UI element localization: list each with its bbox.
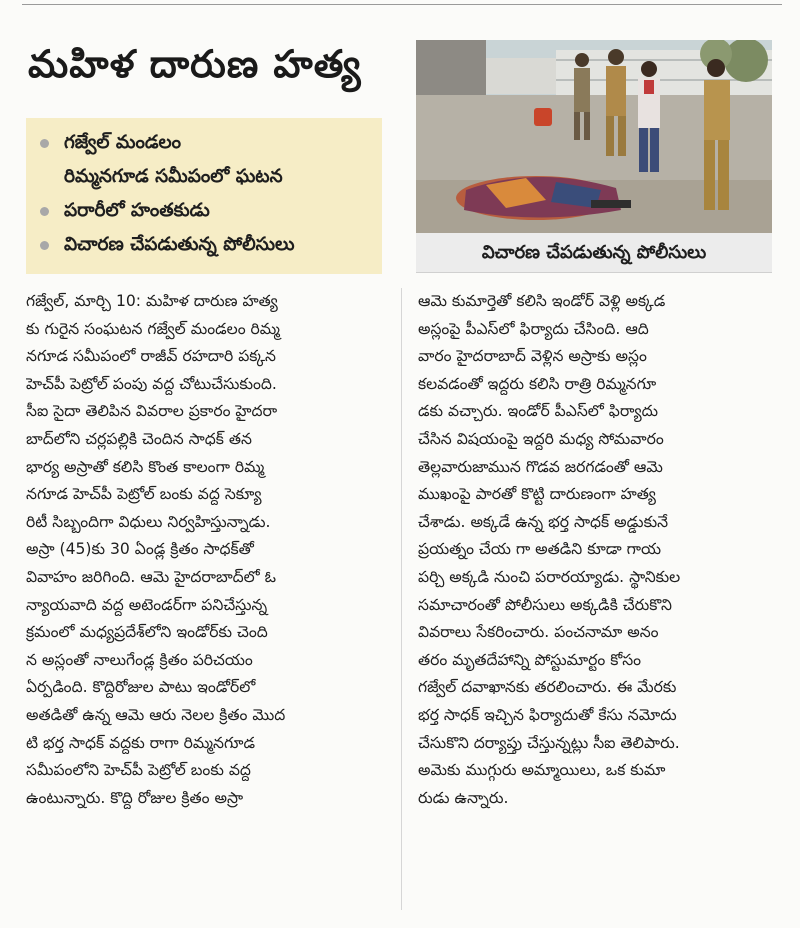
article-line: చేసిన విషయంపై ఇద్దరి మధ్య సోమవారం	[418, 429, 664, 448]
highlight-text: గజ్వేల్ మండలం	[64, 132, 182, 153]
article-column-left	[26, 288, 388, 812]
highlight-item	[36, 194, 376, 228]
highlight-text: రిమ్మనగూడ సమీపంలో ఘటన	[64, 166, 283, 187]
crime-scene-photo	[416, 40, 772, 233]
highlight-item	[36, 126, 376, 160]
article-line: డకు వచ్చారు. ఇండోర్ పీఎస్‌లో ఫిర్యాదు	[418, 402, 659, 421]
highlight-item	[36, 228, 376, 262]
article-line: వివాహం జరిగింది. ఆమె హైదరాబాద్‌లో ఓ	[26, 567, 277, 586]
article-line: చేసుకొని దర్యాప్తు చేస్తున్నట్లు సీఐ తెలిపారు.	[418, 733, 680, 752]
article-line: సమీపంలోని హెచ్‌పీ పెట్రోల్ బంకు వద్ద	[26, 761, 251, 780]
photo-illustration	[416, 40, 772, 233]
article-line: పర్చి అక్కడి నుంచి పరారయ్యాడు. స్థానికుల	[418, 567, 681, 586]
article-line: రిటీ సిబ్బందిగా విధులు నిర్వహిస్తున్నాడు.	[26, 512, 271, 531]
article-line: నగూడ సమీపంలో రాజీవ్ రహదారి పక్కన	[26, 347, 276, 366]
bullet-icon	[40, 241, 49, 250]
article-line: వారం హైదరాబాద్ వెళ్లిన అస్రాకు అస్లం	[418, 347, 647, 366]
article-line: అతడితో ఉన్న ఆమె ఆరు నెలల క్రితం మొద	[26, 705, 286, 724]
top-rule	[22, 4, 782, 5]
article-line: నగూడ హెచ్‌పీ పెట్రోల్ బంకు వద్ద సెక్యూ	[26, 485, 262, 504]
article-line: ఆమె కుమార్తెతో కలిసి ఇండోర్ వెళ్లి అక్కడ	[418, 292, 666, 310]
article-line: అస్రా (45)కు 30 ఏండ్ల క్రితం సాధక్‌తో	[26, 540, 254, 559]
article-column-right	[418, 288, 776, 812]
bullet-icon	[40, 207, 49, 216]
article-line: సీఐ సైదా తెలిపిన వివరాల ప్రకారం హైదరా	[26, 402, 278, 421]
article-line: గజ్వేల్ దవాఖానకు తరలించారు. ఈ మేరకు	[418, 678, 677, 697]
article-line: క్రమంలో మధ్యప్రదేశ్‌లోని ఇండోర్‌కు చెంది	[26, 623, 268, 642]
highlight-text: విచారణ చేపడుతున్న పోలీసులు	[64, 234, 295, 255]
article-line: రుడు ఉన్నారు.	[418, 788, 509, 807]
article-line: భార్య అస్రాతో కలిసి కొంత కాలంగా రిమ్మ	[26, 457, 265, 476]
article-line: హెచ్‌పీ పెట్రోల్ పంపు వద్ద చోటుచేసుకుంది.	[26, 374, 277, 393]
highlight-text: పరారీలో హంతకుడు	[64, 200, 210, 221]
article-line: న్యాయవాది వద్ద అటెండర్‌గా పనిచేస్తున్న	[26, 595, 268, 614]
article-line: కు గురైన సంఘటన గజ్వేల్ మండలం రిమ్మ	[26, 319, 280, 338]
article-line: న అస్లంతో నాలుగేండ్ల క్రితం పరిచయం	[26, 650, 253, 669]
article-line: ముఖంపై పారతో కొట్టి దారుణంగా హత్య	[418, 485, 656, 504]
article-line: వివరాలు సేకరించారు. పంచనామా అనం	[418, 623, 659, 642]
article-line: ఏర్పడింది. కొద్దిరోజుల పాటు ఇండోర్‌లో	[26, 678, 256, 697]
article-line: ప్రయత్నం చేయ గా అతడిని కూడా గాయ	[418, 540, 662, 559]
article-line: బాద్‌లోని చర్లపల్లికి చెందిన సాధక్ తన	[26, 429, 252, 448]
article-line: భర్త సాధక్ ఇచ్చిన ఫిర్యాదుతో కేసు నమోదు	[418, 705, 677, 724]
article-line: తరం మృతదేహాన్ని పోస్టుమార్టం కోసం	[418, 650, 642, 669]
article-line: టి భర్త సాధక్ వద్దకు రాగా రిమ్మనగూడ	[26, 733, 255, 752]
article-line: అమెకు ముగ్గురు అమ్మాయిలు, ఒక కుమా	[418, 761, 666, 780]
highlight-item	[36, 160, 376, 194]
column-divider	[401, 288, 402, 910]
headline: మహిళ దారుణ హత్య	[28, 42, 362, 86]
article-line: చేశాడు. అక్కడే ఉన్న భర్త సాధక్ అడ్డుకునే	[418, 512, 669, 531]
article-line: సమాచారంతో పోలీసులు అక్కడికి చేరుకొని	[418, 595, 672, 614]
photo-caption: విచారణ చేపడుతున్న పోలీసులు	[416, 233, 772, 273]
bullet-icon	[40, 139, 49, 148]
article-line: గజ్వేల్, మార్చి 10: మహిళ దారుణ హత్య	[26, 292, 278, 310]
highlights-box	[26, 118, 382, 274]
article-line: అస్లంపై పీఎస్‌లో ఫిర్యాదు చేసింది. ఆది	[418, 319, 649, 338]
highlights-list	[36, 126, 376, 262]
article-line: తెల్లవారుజామున గొడవ జరగడంతో ఆమె	[418, 457, 663, 476]
article-line: ఉంటున్నారు. కొద్ది రోజుల క్రితం అస్రా	[26, 788, 244, 807]
article-line: కలవడంతో ఇద్దరు కలిసి రాత్రి రిమ్మనగూ	[418, 374, 657, 393]
